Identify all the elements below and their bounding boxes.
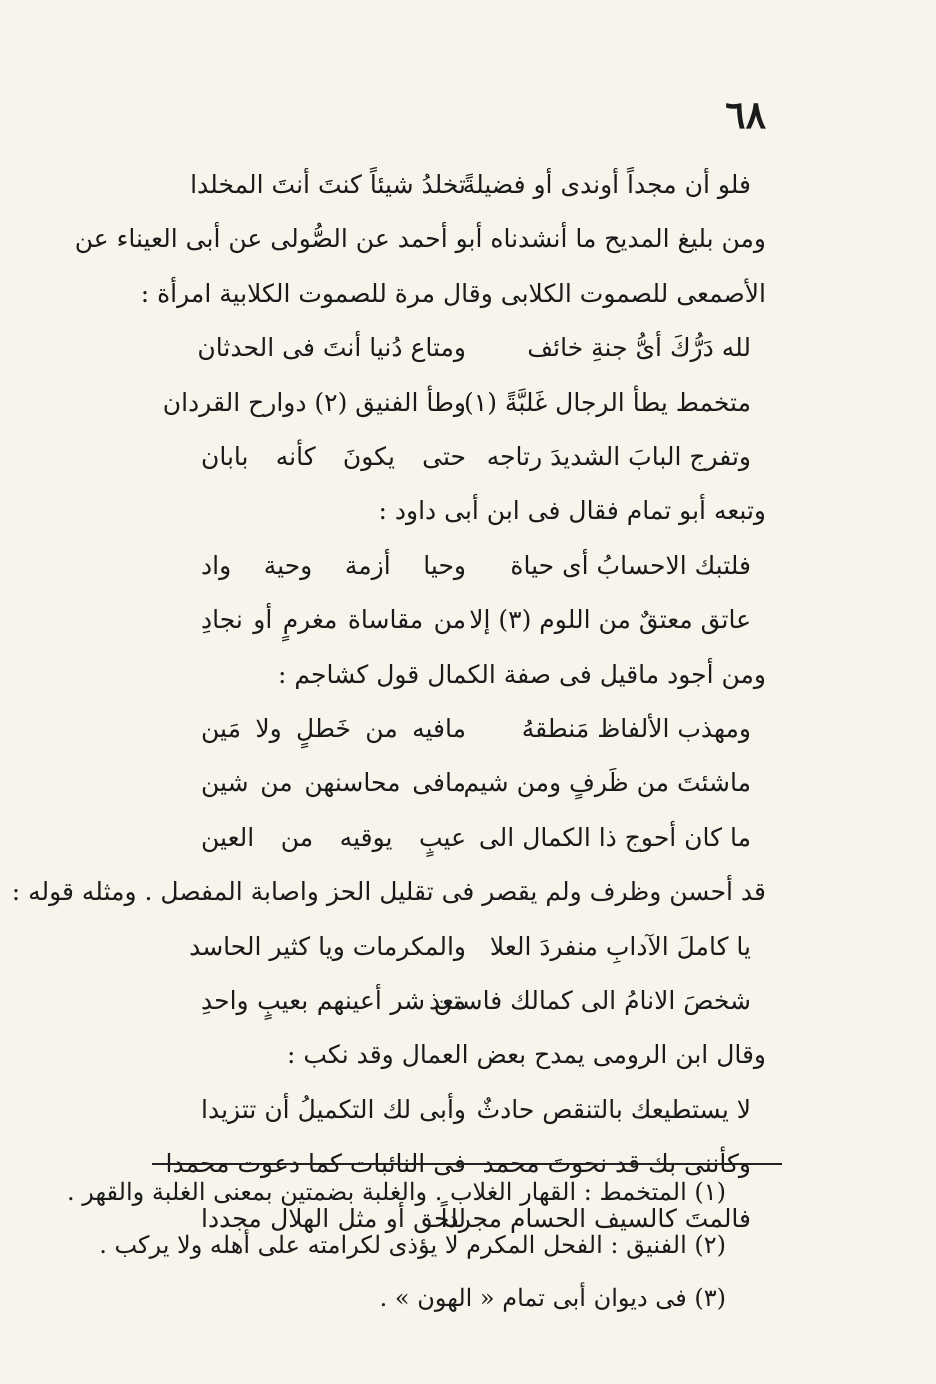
footnote-3: (٣) فى ديوان أبى تمام « الهون » . xyxy=(379,1284,726,1312)
verse-first-hemistich: ما كان أحوج ذا الكمال الى xyxy=(478,822,751,852)
verse-first-hemistich: فالمتَ كالسيف الحسام مجرداً xyxy=(440,1203,751,1233)
verse-line xyxy=(201,821,751,855)
verse-second-hemistich: تخلدُ شيئاً كنتَ أنتَ المخلدا xyxy=(190,170,466,199)
verse-second-hemistich: للحق أو مثل الهلال مجددا xyxy=(201,1203,466,1233)
verse-line xyxy=(201,712,751,746)
verse-line xyxy=(190,168,751,202)
verse-second-hemistich: فى النائبات كما دعوت محمدا xyxy=(165,1149,466,1179)
verse-line xyxy=(201,549,751,583)
prose-line: وقال ابن الرومى يمدح بعض العمال وقد نكب : xyxy=(286,1040,766,1070)
verse-second-hemistich: وطأ الفنيق (٢) دوارح القردان xyxy=(162,387,466,417)
prose-line: الأصمعى للصموت الكلابى وقال مرة للصموت الكلابية امرأة : xyxy=(140,278,766,308)
verse-first-hemistich: متخمط يطأ الرجال غَلبَّةً (١) xyxy=(464,387,751,417)
verse-first-hemistich: لا يستطيعك بالتنقص حادثٌ xyxy=(476,1094,751,1124)
verse-second-hemistich: والمكرمات ويا كثير الحاسد xyxy=(189,931,466,961)
verse-line xyxy=(201,603,751,637)
verse-second-hemistich: عيبٍ يوقيه من العين xyxy=(201,822,466,852)
prose-line: وتبعه أبو تمام فقال فى ابن أبى داود : xyxy=(378,496,766,526)
verse-first-hemistich: ماشئتَ من ظَرفٍ ومن شيم xyxy=(463,768,751,798)
verse-second-hemistich: حتى يكونَ كأنه بابان xyxy=(201,442,466,471)
footnote-divider xyxy=(152,1163,782,1165)
verse-second-hemistich: من شر أعينهم بعيبٍ واحدِ xyxy=(201,986,466,1015)
verse-first-hemistich: فلتبك الاحسابُ أى حياة xyxy=(510,550,751,580)
prose-line: قد أحسن وظرف ولم يقصر فى تقليل الحز واصابة المفصل . ومثله قوله : xyxy=(11,877,766,907)
footnote-2: (٢) الفنيق : الفحل المكرم لا يؤذى لكرامته على أهله ولا يركب . xyxy=(99,1231,726,1259)
verse-first-hemistich: وكأننى بك قد نحوتَ محمد xyxy=(482,1149,751,1179)
verse-second-hemistich: من مقاساة مغرمٍ أو نجادِ xyxy=(201,605,466,635)
verse-first-hemistich: يا كاملَ الآدابِ منفردَ العلا xyxy=(489,931,751,961)
verse-first-hemistich: شخصَ الانامُ الى كمالك فاستعذ xyxy=(428,986,751,1015)
verse-line xyxy=(201,440,751,474)
verse-first-hemistich: عاتق معتقٌ من اللوم (٣) إلا xyxy=(469,605,751,635)
verse-first-hemistich: لله دَرُّكَ أىُّ جنةِ خائف xyxy=(527,333,751,363)
verse-second-hemistich: وحيا أزمة وحية واد xyxy=(201,550,466,580)
verse-first-hemistich: فلو أن مجداً أوندى أو فضيلةً xyxy=(462,170,751,199)
verse-second-hemistich: ومتاع دُنيا أنتَ فى الحدثان xyxy=(197,333,466,363)
verse-first-hemistich: ومهذب الألفاظ مَنطقهُ xyxy=(521,714,751,743)
prose-line: ومن أجود ماقيل فى صفة الكمال قول كشاجم : xyxy=(278,659,766,689)
verse-line xyxy=(201,766,751,800)
footnote-1: (١) المتخمط : القهار الغلاب . والغلبة بضمتين بمعنى الغلبة والقهر . xyxy=(66,1178,726,1206)
verse-second-hemistich: وأبى لك التكميلُ أن تتزيدا xyxy=(201,1094,466,1124)
verse-line xyxy=(201,1093,751,1127)
prose-line: ومن بليغ المديح ما أنشدناه أبو أحمد عن الصُّولى عن أبى العيناء عن xyxy=(74,224,766,254)
verse-line xyxy=(201,984,751,1018)
verse-line xyxy=(189,930,751,964)
verse-line xyxy=(197,331,751,365)
verse-first-hemistich: وتفرج البابَ الشديدَ رتاجه xyxy=(486,442,751,471)
page-number: ٦٨ xyxy=(725,92,766,137)
verse-second-hemistich: مافيه من خَطلٍ ولا مَين xyxy=(201,714,466,743)
verse-line xyxy=(162,386,751,420)
verse-second-hemistich: مافى محاسنهن من شين xyxy=(201,768,466,798)
